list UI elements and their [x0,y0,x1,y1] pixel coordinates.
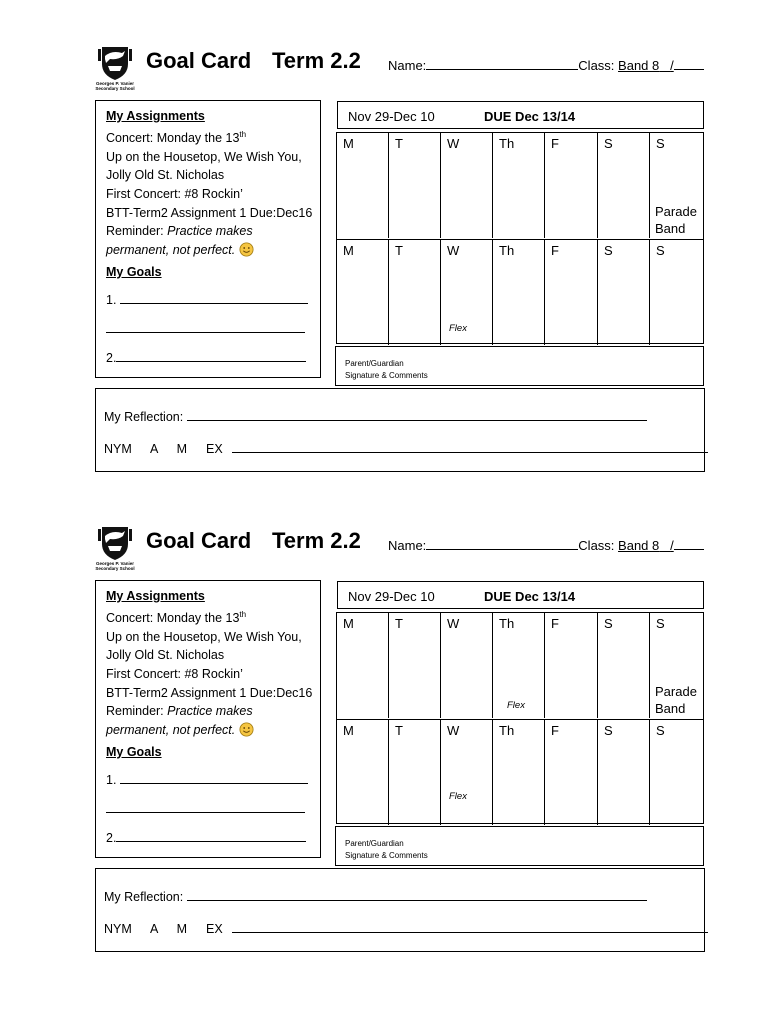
class-slash: / [670,58,674,73]
goal1-row [106,771,312,790]
term-title: Term 2.2 [272,48,361,73]
day-label: M [343,723,354,738]
logo-caption-line2: Secondary School [95,86,135,91]
date-header-box [337,581,704,609]
day-label: S [604,136,613,151]
rating-line[interactable] [232,440,708,453]
rating-row [104,440,708,456]
week1-day-cell[interactable] [598,133,650,238]
reminder-line [106,702,312,721]
name-blank[interactable] [426,538,578,550]
day-label: T [395,243,403,258]
signature-box[interactable] [335,346,704,386]
rating-options: NYM A M EX [104,922,223,936]
week2-day-cell[interactable] [337,240,389,345]
goal2-line[interactable] [116,829,306,842]
goal1-row-cont [106,320,312,339]
date-range: Nov 29-Dec 10 [348,109,435,124]
name-class-line [388,538,704,553]
week2-day-cell[interactable] [389,240,441,345]
reflection-line[interactable] [187,888,647,901]
reflection-label: My Reflection: [104,890,184,904]
assignment-song1: Up on the Housetop, We Wish You, [106,629,302,644]
smiley-icon [239,242,254,263]
week2-day-cell[interactable] [650,240,703,345]
reminder-line2 [106,241,312,263]
week2-day-cell[interactable] [650,720,703,825]
assignments-header: My Assignments [106,109,205,123]
due-date: DUE Dec 13/14 [484,109,576,124]
goal-card [0,0,770,480]
reflection-row [104,408,647,424]
week2-day-cell[interactable] [598,720,650,825]
flex-note: Flex [449,323,467,334]
reflection-line[interactable] [187,408,647,421]
week2-day-cell[interactable] [598,240,650,345]
rating-line[interactable] [232,920,708,933]
day-label: M [343,243,354,258]
reminder-line2 [106,721,312,743]
week1-day-cell[interactable] [545,133,598,238]
logo-caption [92,81,138,91]
day-label: T [395,136,403,151]
term-title: Term 2.2 [272,528,361,553]
day-label: W [447,616,460,631]
week2-row [337,719,703,826]
class-spacer [659,538,670,553]
assignments-header: My Assignments [106,589,205,603]
week1-row [337,133,703,239]
day-label: M [343,616,354,631]
concert-sup: th [239,609,247,619]
due-date: DUE Dec 13/14 [484,589,576,604]
day-label: S [604,243,613,258]
class-label: Class: [578,538,615,553]
day-label: S [656,616,665,631]
goal1-row-cont [106,800,312,819]
week2-day-cell[interactable] [545,720,598,825]
class-slash: / [670,538,674,553]
day-label: Th [499,723,515,738]
section-blank[interactable] [674,538,704,550]
logo-caption-line2: Secondary School [95,566,135,571]
week1-day-cell[interactable] [441,613,493,718]
concert-sup: th [239,129,247,139]
day-label: F [551,616,559,631]
concert-text: Concert: Monday the 13 [106,610,240,625]
week1-day-cell[interactable] [337,133,389,238]
day-label: M [343,136,354,151]
reminder-line [106,222,312,241]
assignment-first-concert: First Concert: #8 Rockin’ [106,186,243,201]
rating-options: NYM A M EX [104,442,223,456]
flex-note: Flex [449,791,467,802]
reflection-row [104,888,647,904]
goal1-line2[interactable] [106,800,305,813]
date-range: Nov 29-Dec 10 [348,589,435,604]
goal2-row [106,829,312,848]
week1-day-cell[interactable] [493,613,545,718]
goal1-label: 1. [106,293,117,308]
parade-line1: Parade [655,684,697,699]
assignment-song2: Jolly Old St. Nicholas [106,648,225,663]
goal-card [0,480,770,960]
logo-caption-line1: Georges P. Vanier [96,561,134,566]
goal2-label: 2. [106,350,117,365]
flex-note: Flex [507,700,525,711]
week2-day-cell[interactable] [441,720,493,825]
name-class-line [388,58,704,73]
parade-line1: Parade [655,204,697,219]
day-label: S [656,243,665,258]
week1-day-cell[interactable] [545,613,598,718]
parade-band-note [655,203,697,237]
day-label: Th [499,616,515,631]
day-label: S [604,616,613,631]
week2-row [337,239,703,346]
class-label: Class: [578,58,615,73]
goals-header: My Goals [106,264,162,279]
day-label: W [447,243,460,258]
week2-day-cell[interactable] [545,240,598,345]
goal1-line[interactable] [120,771,308,784]
class-value: Band 8 [618,538,660,553]
week2-day-cell[interactable] [389,720,441,825]
reflection-label: My Reflection: [104,410,184,424]
sig-label2: Signature & Comments [345,371,428,380]
assignment-btt: BTT-Term2 Assignment 1 Due:Dec16 [106,205,313,220]
reminder-label: Reminder: [106,704,164,719]
week2-day-cell[interactable] [493,240,545,345]
day-label: F [551,136,559,151]
sig-label2: Signature & Comments [345,851,428,860]
day-label: W [447,723,460,738]
reminder-text1: Practice makes [167,224,253,239]
day-label: S [656,136,665,151]
assignment-btt: BTT-Term2 Assignment 1 Due:Dec16 [106,685,313,700]
class-spacer [659,58,670,73]
goal1-row [106,291,312,310]
week1-day-cell[interactable] [389,133,441,238]
reminder-text2: permanent, not perfect. [106,723,236,738]
reminder-text1: Practice makes [167,704,253,719]
day-label: Th [499,136,515,151]
card-title: Goal Card [146,48,252,73]
week1-day-cell[interactable] [650,133,703,238]
rating-row [104,920,708,936]
goal2-label: 2. [106,830,117,845]
day-label: W [447,136,460,151]
name-label: Name: [388,58,427,73]
goal2-row [106,349,312,368]
reflection-box [95,388,705,472]
parade-band-note [655,683,697,717]
assignment-first-concert: First Concert: #8 Rockin’ [106,666,243,681]
sig-label1: Parent/Guardian [345,839,404,848]
week1-day-cell[interactable] [441,133,493,238]
section-blank[interactable] [674,58,704,70]
week1-day-cell[interactable] [493,133,545,238]
assignment-concert [106,606,312,628]
card-title: Goal Card [146,528,252,553]
goal2-line[interactable] [116,349,306,362]
class-value: Band 8 [618,58,660,73]
date-header-box [337,101,704,129]
parade-line2: Band [655,221,686,236]
goals-header: My Goals [106,744,162,759]
smiley-icon [239,722,254,743]
day-label: S [604,723,613,738]
logo-caption [92,561,138,571]
week1-row [337,613,703,719]
week2-day-cell[interactable] [441,240,493,345]
parade-line2: Band [655,701,686,716]
assignment-song1: Up on the Housetop, We Wish You, [106,149,302,164]
signature-box[interactable] [335,826,704,866]
week2-day-cell[interactable] [337,720,389,825]
assignment-song2: Jolly Old St. Nicholas [106,168,225,183]
reminder-text2: permanent, not perfect. [106,243,236,258]
goal1-line[interactable] [120,291,308,304]
logo-caption-line1: Georges P. Vanier [96,81,134,86]
day-label: F [551,243,559,258]
reminder-label: Reminder: [106,224,164,239]
week1-day-cell[interactable] [389,613,441,718]
goal1-label: 1. [106,773,117,788]
day-label: F [551,723,559,738]
reflection-box [95,868,705,952]
week2-day-cell[interactable] [493,720,545,825]
day-label: S [656,723,665,738]
assignments-box [95,100,321,378]
week1-day-cell[interactable] [337,613,389,718]
practice-calendar [336,132,704,344]
goal1-line2[interactable] [106,320,305,333]
week1-day-cell[interactable] [650,613,703,718]
week1-day-cell[interactable] [598,613,650,718]
practice-calendar [336,612,704,824]
concert-text: Concert: Monday the 13 [106,130,240,145]
assignments-box [95,580,321,858]
name-label: Name: [388,538,427,553]
assignment-concert [106,126,312,148]
day-label: Th [499,243,515,258]
name-blank[interactable] [426,58,578,70]
day-label: T [395,616,403,631]
sig-label1: Parent/Guardian [345,359,404,368]
day-label: T [395,723,403,738]
